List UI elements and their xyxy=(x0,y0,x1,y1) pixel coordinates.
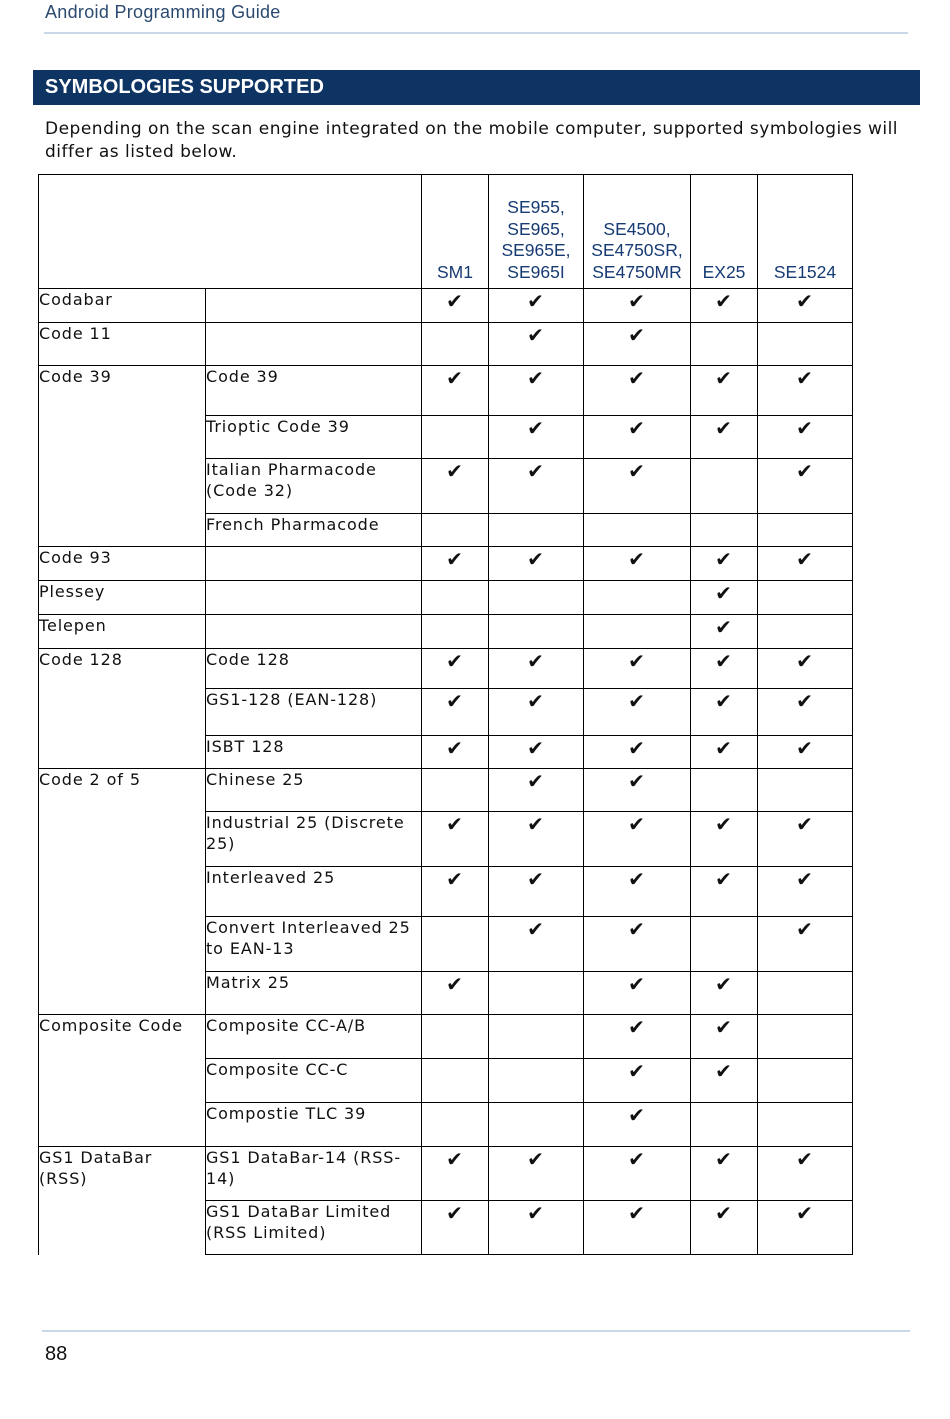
check-icon: ✔ xyxy=(489,366,584,416)
empty-check-cell xyxy=(422,1015,489,1059)
table-row xyxy=(39,769,853,812)
table-row xyxy=(39,649,853,689)
check-icon: ✔ xyxy=(758,649,853,689)
page-number: 88 xyxy=(45,1343,68,1365)
check-icon: ✔ xyxy=(584,1201,691,1255)
check-icon: ✔ xyxy=(584,917,691,972)
check-icon: ✔ xyxy=(691,615,758,649)
symbology-group-cell: Code 128 xyxy=(39,649,206,769)
running-header: Android Programming Guide xyxy=(45,2,281,22)
empty-check-cell xyxy=(422,416,489,459)
symbology-group-cell: Plessey xyxy=(39,581,206,615)
check-icon: ✔ xyxy=(758,689,853,736)
table-row xyxy=(39,581,853,615)
check-icon: ✔ xyxy=(489,323,584,366)
check-icon: ✔ xyxy=(691,547,758,581)
symbology-variant-cell xyxy=(206,615,422,649)
symbology-group-cell: Code 11 xyxy=(39,323,206,366)
empty-check-cell xyxy=(422,769,489,812)
empty-check-cell xyxy=(489,615,584,649)
check-icon: ✔ xyxy=(422,812,489,867)
check-icon: ✔ xyxy=(584,323,691,366)
empty-check-cell xyxy=(691,459,758,514)
symbology-variant-cell: French Pharmacode xyxy=(206,514,422,547)
column-header: SE4500, SE4750SR, SE4750MR xyxy=(584,175,691,289)
check-icon: ✔ xyxy=(691,649,758,689)
check-icon: ✔ xyxy=(422,289,489,323)
table-row xyxy=(39,366,853,416)
check-icon: ✔ xyxy=(758,812,853,867)
check-icon: ✔ xyxy=(584,812,691,867)
check-icon: ✔ xyxy=(584,769,691,812)
check-icon: ✔ xyxy=(584,289,691,323)
check-icon: ✔ xyxy=(489,1201,584,1255)
check-icon: ✔ xyxy=(489,769,584,812)
symbology-variant-cell: Code 39 xyxy=(206,366,422,416)
symbology-variant-cell xyxy=(206,547,422,581)
check-icon: ✔ xyxy=(691,736,758,769)
check-icon: ✔ xyxy=(758,1201,853,1255)
symbology-variant-cell: Chinese 25 xyxy=(206,769,422,812)
table-row xyxy=(39,1015,853,1059)
empty-check-cell xyxy=(758,615,853,649)
symbology-variant-cell: Interleaved 25 xyxy=(206,867,422,917)
symbology-group-cell: Code 93 xyxy=(39,547,206,581)
symbology-variant-cell: ISBT 128 xyxy=(206,736,422,769)
symbology-variant-cell: GS1 DataBar-14 (RSS-14) xyxy=(206,1147,422,1201)
check-icon: ✔ xyxy=(422,736,489,769)
check-icon: ✔ xyxy=(489,547,584,581)
check-icon: ✔ xyxy=(584,1103,691,1147)
empty-check-cell xyxy=(758,972,853,1015)
symbology-variant-cell: GS1 DataBar Limited (RSS Limited) xyxy=(206,1201,422,1255)
check-icon: ✔ xyxy=(758,459,853,514)
symbology-variant-cell: Industrial 25 (Discrete 25) xyxy=(206,812,422,867)
empty-check-cell xyxy=(489,514,584,547)
check-icon: ✔ xyxy=(489,812,584,867)
check-icon: ✔ xyxy=(489,289,584,323)
check-icon: ✔ xyxy=(584,366,691,416)
check-icon: ✔ xyxy=(584,736,691,769)
check-icon: ✔ xyxy=(691,867,758,917)
table-header-row xyxy=(39,175,853,289)
table-row xyxy=(39,547,853,581)
header-rule xyxy=(44,32,908,34)
column-header: SM1 xyxy=(422,175,489,289)
empty-check-cell xyxy=(691,514,758,547)
footer-rule xyxy=(42,1330,910,1332)
header-blank-cell xyxy=(39,175,422,289)
check-icon: ✔ xyxy=(584,649,691,689)
empty-check-cell xyxy=(758,1015,853,1059)
empty-check-cell xyxy=(422,323,489,366)
empty-check-cell xyxy=(691,1103,758,1147)
empty-check-cell xyxy=(489,1059,584,1103)
check-icon: ✔ xyxy=(422,547,489,581)
empty-check-cell xyxy=(489,581,584,615)
empty-check-cell xyxy=(758,769,853,812)
check-icon: ✔ xyxy=(489,736,584,769)
check-icon: ✔ xyxy=(691,689,758,736)
empty-check-cell xyxy=(758,1103,853,1147)
symbology-group-cell: Codabar xyxy=(39,289,206,323)
symbology-group-cell: Telepen xyxy=(39,615,206,649)
check-icon: ✔ xyxy=(584,867,691,917)
empty-check-cell xyxy=(422,1059,489,1103)
empty-check-cell xyxy=(422,917,489,972)
check-icon: ✔ xyxy=(691,1059,758,1103)
table-row xyxy=(39,323,853,366)
check-icon: ✔ xyxy=(758,547,853,581)
table-body xyxy=(39,289,853,1255)
check-icon: ✔ xyxy=(422,689,489,736)
check-icon: ✔ xyxy=(691,812,758,867)
empty-check-cell xyxy=(691,323,758,366)
check-icon: ✔ xyxy=(489,459,584,514)
check-icon: ✔ xyxy=(489,416,584,459)
table-row xyxy=(39,289,853,323)
check-icon: ✔ xyxy=(691,1015,758,1059)
check-icon: ✔ xyxy=(422,366,489,416)
check-icon: ✔ xyxy=(422,459,489,514)
check-icon: ✔ xyxy=(758,1147,853,1201)
symbology-group-cell: Code 39 xyxy=(39,366,206,547)
symbologies-table xyxy=(38,174,853,1255)
check-icon: ✔ xyxy=(584,1147,691,1201)
symbology-group-cell: Composite Code xyxy=(39,1015,206,1147)
empty-check-cell xyxy=(422,1103,489,1147)
empty-check-cell xyxy=(758,514,853,547)
check-icon: ✔ xyxy=(758,736,853,769)
symbology-variant-cell: Convert Interleaved 25 to EAN-13 xyxy=(206,917,422,972)
check-icon: ✔ xyxy=(422,867,489,917)
check-icon: ✔ xyxy=(584,1059,691,1103)
symbology-variant-cell: Italian Pharmacode (Code 32) xyxy=(206,459,422,514)
check-icon: ✔ xyxy=(422,1201,489,1255)
check-icon: ✔ xyxy=(758,917,853,972)
check-icon: ✔ xyxy=(584,972,691,1015)
empty-check-cell xyxy=(758,323,853,366)
symbology-variant-cell xyxy=(206,323,422,366)
check-icon: ✔ xyxy=(758,289,853,323)
symbology-variant-cell: Trioptic Code 39 xyxy=(206,416,422,459)
empty-check-cell xyxy=(422,615,489,649)
intro-paragraph: Depending on the scan engine integrated on the mobile computer, supported symbologies will differ as listed below. xyxy=(45,119,899,162)
column-header: SE955, SE965, SE965E, SE965I xyxy=(489,175,584,289)
check-icon: ✔ xyxy=(758,867,853,917)
check-icon: ✔ xyxy=(691,1147,758,1201)
empty-check-cell xyxy=(422,514,489,547)
empty-check-cell xyxy=(584,581,691,615)
check-icon: ✔ xyxy=(691,581,758,615)
check-icon: ✔ xyxy=(584,547,691,581)
table-row xyxy=(39,615,853,649)
check-icon: ✔ xyxy=(691,289,758,323)
symbology-variant-cell: GS1-128 (EAN-128) xyxy=(206,689,422,736)
empty-check-cell xyxy=(584,615,691,649)
check-icon: ✔ xyxy=(584,459,691,514)
check-icon: ✔ xyxy=(489,917,584,972)
empty-check-cell xyxy=(422,581,489,615)
check-icon: ✔ xyxy=(489,649,584,689)
check-icon: ✔ xyxy=(422,972,489,1015)
column-header: SE1524 xyxy=(758,175,853,289)
check-icon: ✔ xyxy=(758,366,853,416)
empty-check-cell xyxy=(691,917,758,972)
check-icon: ✔ xyxy=(422,649,489,689)
table-row xyxy=(39,1147,853,1201)
empty-check-cell xyxy=(489,972,584,1015)
check-icon: ✔ xyxy=(691,366,758,416)
empty-check-cell xyxy=(758,1059,853,1103)
symbology-variant-cell: Composite CC-C xyxy=(206,1059,422,1103)
symbology-variant-cell: Composite CC-A/B xyxy=(206,1015,422,1059)
check-icon: ✔ xyxy=(584,1015,691,1059)
check-icon: ✔ xyxy=(489,1147,584,1201)
symbology-variant-cell: Compostie TLC 39 xyxy=(206,1103,422,1147)
check-icon: ✔ xyxy=(691,972,758,1015)
symbology-group-cell: Code 2 of 5 xyxy=(39,769,206,1015)
empty-check-cell xyxy=(691,769,758,812)
empty-check-cell xyxy=(489,1103,584,1147)
empty-check-cell xyxy=(584,514,691,547)
section-title: SYMBOLOGIES SUPPORTED xyxy=(33,70,920,105)
check-icon: ✔ xyxy=(691,1201,758,1255)
symbology-variant-cell: Matrix 25 xyxy=(206,972,422,1015)
symbology-variant-cell xyxy=(206,289,422,323)
symbology-variant-cell xyxy=(206,581,422,615)
empty-check-cell xyxy=(489,1015,584,1059)
check-icon: ✔ xyxy=(584,689,691,736)
check-icon: ✔ xyxy=(422,1147,489,1201)
check-icon: ✔ xyxy=(489,689,584,736)
check-icon: ✔ xyxy=(489,867,584,917)
check-icon: ✔ xyxy=(691,416,758,459)
check-icon: ✔ xyxy=(758,416,853,459)
symbology-variant-cell: Code 128 xyxy=(206,649,422,689)
symbology-group-cell: GS1 DataBar (RSS) xyxy=(39,1147,206,1255)
empty-check-cell xyxy=(758,581,853,615)
column-header: EX25 xyxy=(691,175,758,289)
check-icon: ✔ xyxy=(584,416,691,459)
